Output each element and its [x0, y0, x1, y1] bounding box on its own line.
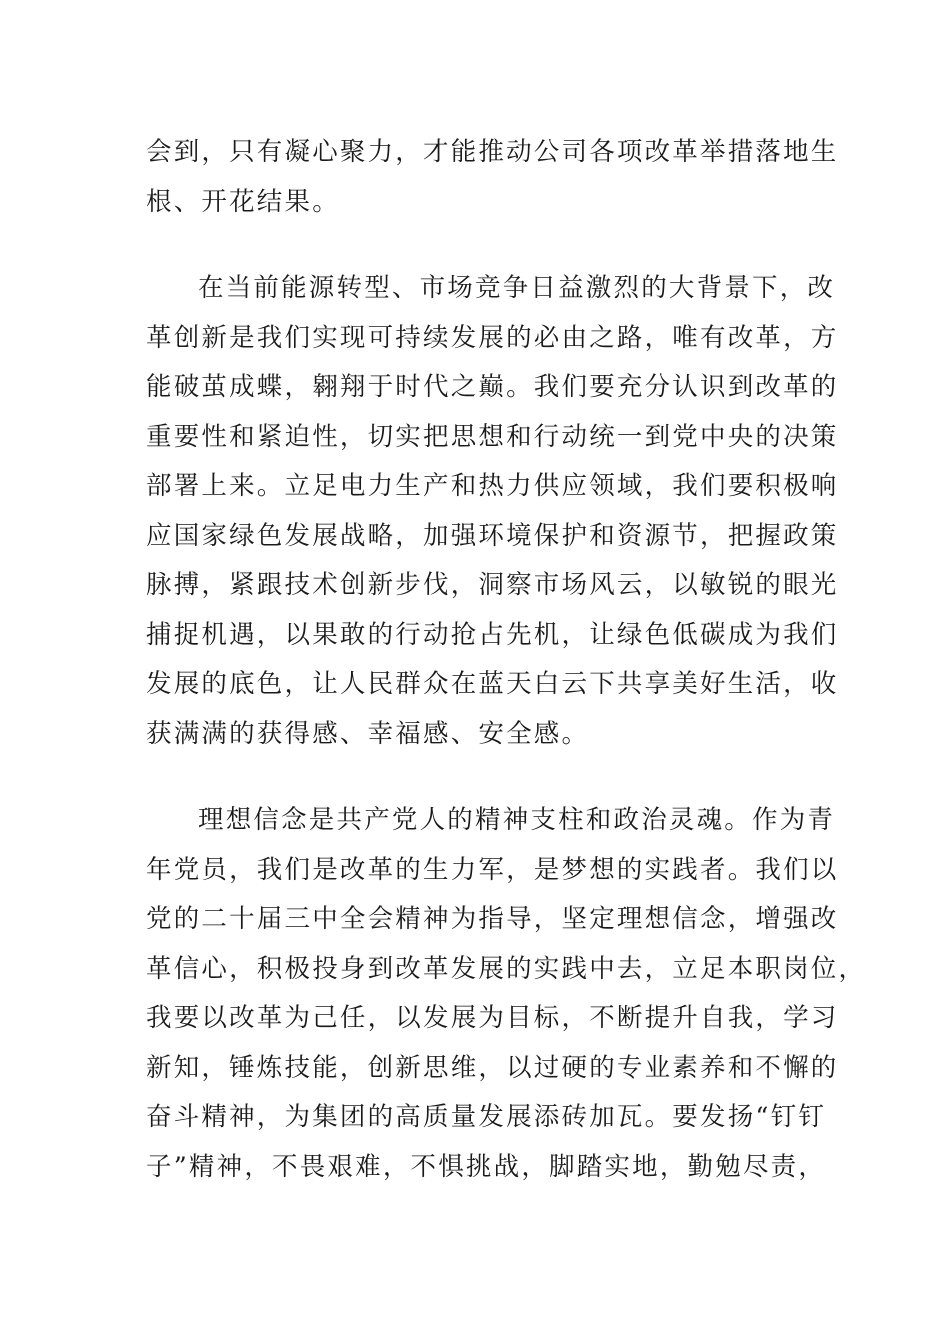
text-line: 革创新是我们实现可持续发展的必由之路，唯有改革，方 [146, 322, 839, 353]
text-line: 脉搏，紧跟技术创新步伐，洞察市场风云，以敏锐的眼光 [146, 570, 839, 600]
text-line: 奋斗精神，为集团的高质量发展添砖加瓦。要发扬“钉钉 [146, 1102, 827, 1132]
text-line: 捕捉机遇，以果敢的行动抢占先机，让绿色低碳成为我们 [146, 619, 839, 650]
text-line: 部署上来。立足电力生产和热力供应领域，我们要积极响 [146, 471, 839, 501]
text-line-indented: 在当前能源转型、市场竞争日益激烈的大背景下，改 [198, 273, 836, 303]
text-line: 新知，锤炼技能，创新思维，以过硬的专业素养和不懈的 [146, 1052, 839, 1083]
text-line: 党的二十届三中全会精神为指导，坚定理想信念，增强改 [146, 904, 839, 934]
text-line: 获满满的获得感、幸福感、安全感。 [146, 718, 590, 749]
text-line: 根、开花结果。 [146, 186, 340, 217]
paragraph-3 [146, 796, 867, 1192]
text-line: 革信心，积极投身到改革发展的实践中去，立足本职岗位， [146, 953, 867, 984]
paragraph-2 [146, 264, 839, 759]
text-line: 年党员，我们是改革的生力军，是梦想的实践者。我们以 [146, 854, 839, 885]
text-line: 能破茧成蝶，翱翔于时代之巅。我们要充分认识到改革的 [146, 372, 839, 402]
text-line: 我要以改革为己任，以发展为目标，不断提升自我，学习 [146, 1003, 839, 1033]
text-line: 子”精神，不畏艰难，不惧挑战，脚踏实地，勤勉尽责， [146, 1151, 827, 1182]
text-line: 应国家绿色发展战略，加强环境保护和资源节，把握政策 [146, 520, 839, 551]
text-line-indented: 理想信念是共产党人的精神支柱和政治灵魂。作为青 [198, 805, 836, 835]
paragraph-1 [146, 128, 839, 227]
text-line: 发展的底色，让人民群众在蓝天白云下共享美好生活，收 [146, 669, 839, 699]
document-body [146, 128, 867, 1192]
text-line: 重要性和紧迫性，切实把思想和行动统一到党中央的决策 [146, 421, 839, 452]
text-line: 会到，只有凝心聚力，才能推动公司各项改革举措落地生 [146, 137, 839, 167]
